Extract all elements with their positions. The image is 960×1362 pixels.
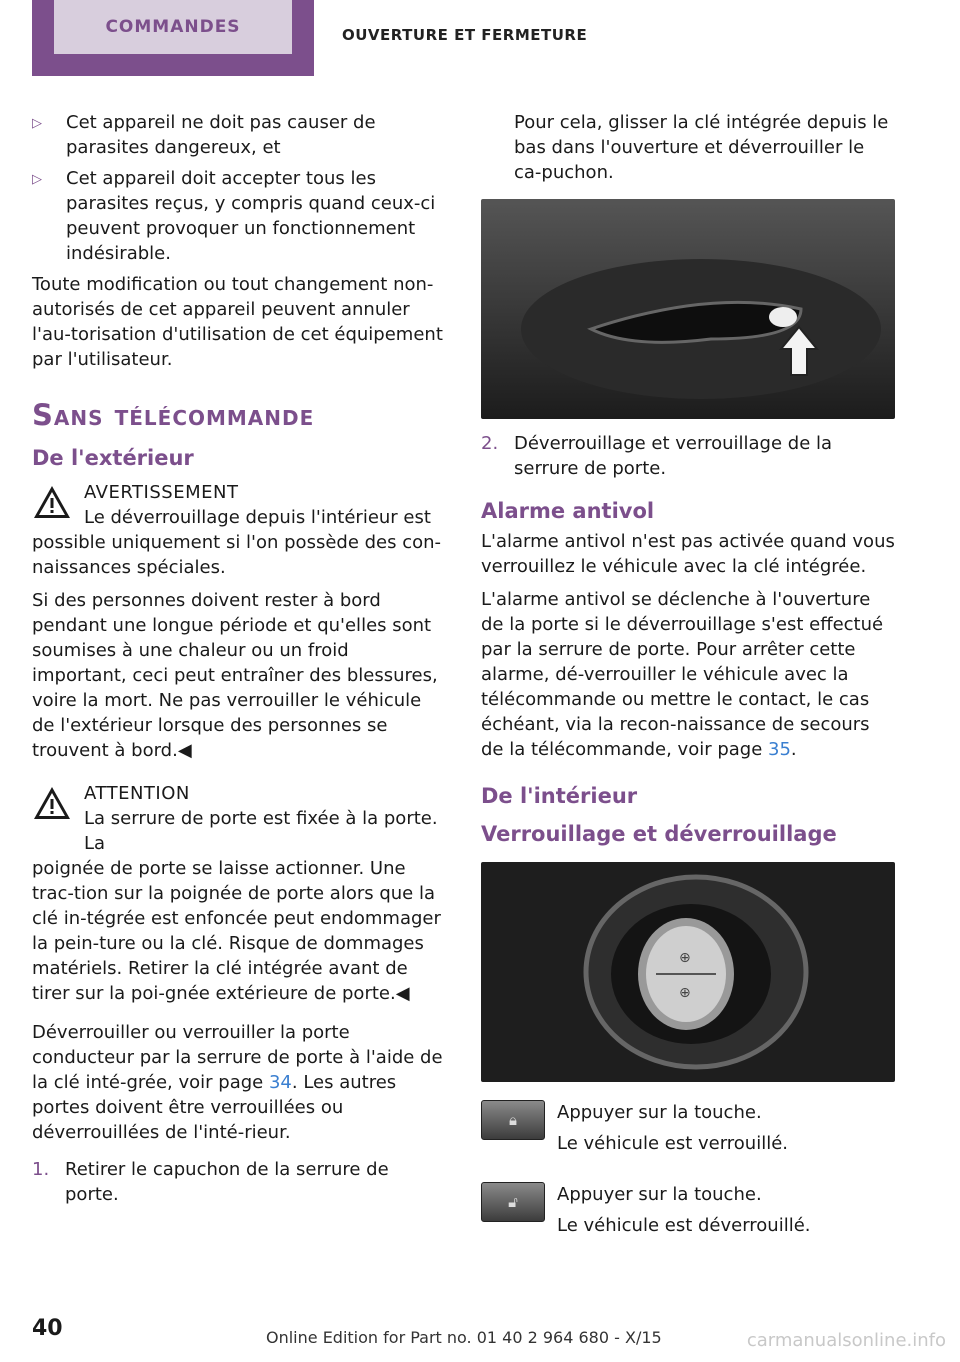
page-link-35[interactable]: 35 (768, 739, 791, 760)
bullet-item: ▷ Cet appareil ne doit pas causer de parasites dangereux, et (32, 112, 376, 158)
attention-box: ATTENTION La serrure de porte est fixée à la porte. La poignée de porte se laisse actionner. Une trac-tion sur la poignée de porte alors que la clé in-tégrée est enfoncée peut endommager la pein-ture ou la clé. Risque de dommages matériels. Retirer la clé intégrée avant de tirer sur la poi-gnée extérieure de porte.◀ (32, 781, 444, 1006)
paragraph: L'alarme antivol se déclenche à l'ouverture de la porte si le déverrouillage s'est effectué par la serrure de porte. Pour arrêter cette alarme, dé-verrouiller le véhicule avec la télécommande ou mettre le contact, le cas échéant, via la recon-naissance de secours de la télécommande, voir page 35. (481, 589, 884, 760)
warning-icon (32, 484, 72, 520)
right-column (481, 110, 895, 1250)
bullet-triangle-icon: ▷ (32, 116, 42, 131)
svg-text:⊕: ⊕ (679, 950, 691, 966)
warning-box: AVERTISSEMENT Le déverrouillage depuis l'intérieur est possible uniquement si l'on possède des con-naissances spéciales. (32, 480, 444, 580)
heading-interieur: De l'intérieur (481, 784, 638, 808)
door-lock-photo (481, 199, 895, 419)
unlock-instruction: 🔓︎ Appuyer sur la touche. Le véhicule est déverrouillé. (481, 1182, 895, 1238)
watermark: carmanualsonline.info (746, 1330, 946, 1351)
svg-text:⊕: ⊕ (679, 985, 691, 1001)
bullet-triangle-icon: ▷ (32, 172, 42, 187)
attention-icon (32, 785, 72, 821)
heading-verrouillage: Verrouillage et déverrouillage (481, 822, 837, 846)
lock-button-photo (481, 862, 895, 1082)
paragraph: Toute modification ou tout changement non-autorisés de cet appareil peuvent annuler l'au-torisation d'utilisation de cet équipement par l'utilisateur. (32, 274, 443, 370)
section-label: OUVERTURE ET FERMETURE (342, 26, 588, 44)
step-item: 1. Retirer le capuchon de la serrure de porte. (32, 1159, 389, 1205)
attention-title: ATTENTION (84, 783, 190, 804)
step-item: 2. Déverrouillage et verrouillage de la serrure de porte. (481, 433, 833, 479)
edition-footer: Online Edition for Part no. 01 40 2 964 680 - X/15 (266, 1328, 662, 1347)
heading-sans-telecommande: Sans télécommande (32, 398, 315, 432)
step-continuation: Pour cela, glisser la clé intégrée depuis le bas dans l'ouverture et déverrouiller le ca-puchon. (514, 112, 889, 183)
page-number: 40 (32, 1316, 63, 1341)
left-column (32, 110, 444, 1213)
lock-key-icon: 🔒︎ (481, 1100, 545, 1140)
page-link-34[interactable]: 34 (268, 1072, 292, 1093)
paragraph: Déverrouiller ou verrouiller la porte conducteur par la serrure de porte à l'aide de la clé inté-grée, voir page 34. Les autres portes doivent être verrouillées ou déverrouillées de l'inté-rieur. (32, 1022, 443, 1143)
chapter-label: COMMANDES (54, 0, 292, 54)
bullet-item: ▷ Cet appareil doit accepter tous les parasites reçus, y compris quand ceux-ci peuvent provoquer un fonctionnement indésirable. (32, 168, 436, 264)
header-tab (32, 0, 314, 76)
unlock-key-icon: 🔓︎ (481, 1182, 545, 1222)
warning-title: AVERTISSEMENT (84, 482, 239, 503)
door-handle-image (481, 199, 895, 419)
lock-switch-image (481, 862, 895, 1082)
heading-exterieur: De l'extérieur (32, 446, 194, 470)
paragraph: Si des personnes doivent rester à bord pendant une longue période et qu'elles sont soumises à une chaleur ou un froid important, ceci peut entraîner des blessures, voire la mort. Ne pas verrouiller le véhicule de l'extérieur lorsque des personnes se trouvent à bord.◀ (32, 590, 438, 761)
lock-instruction: 🔒︎ Appuyer sur la touche. Le véhicule est verrouillé. (481, 1100, 895, 1156)
heading-alarme: Alarme antivol (481, 499, 655, 523)
paragraph: L'alarme antivol n'est pas activée quand vous verrouillez le véhicule avec la clé intégrée. (481, 531, 895, 577)
